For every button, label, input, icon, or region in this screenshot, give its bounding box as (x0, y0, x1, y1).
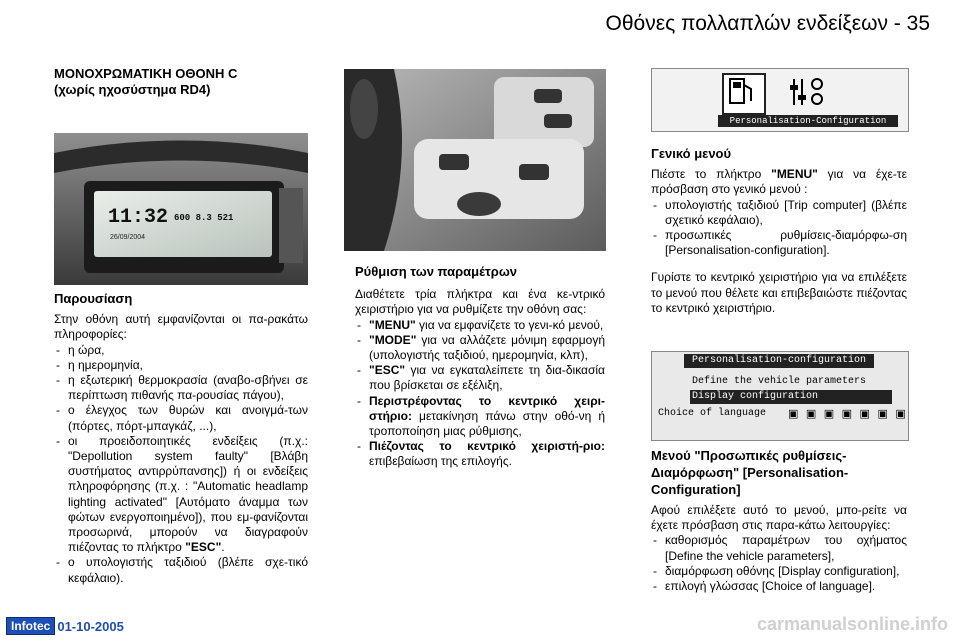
control-buttons-photo (344, 69, 606, 251)
list-item (355, 333, 605, 363)
settings-section (355, 264, 605, 470)
personalisation-screen (651, 351, 909, 441)
dashboard-display-image (54, 133, 308, 285)
page-header-title: Οθόνες πολλαπλών ενδείξεων - 35 (605, 12, 930, 35)
monochrome-display-photo (54, 133, 308, 285)
list-item: - επιλογή γλώσσας [Choice of language]. (651, 579, 907, 594)
list-item (355, 439, 605, 469)
personalisation-heading: Μενού "Προσωπικές ρυθμίσεις-Διαμόρφωση" [Personalisation-Configuration] (651, 448, 849, 497)
presentation-section (54, 291, 308, 586)
screen-option-define-vehicle: Define the vehicle parameters (692, 376, 867, 387)
general-menu-section (651, 146, 907, 316)
console-buttons-image (344, 69, 606, 251)
menu-key-label: "MENU" (771, 167, 818, 182)
info-list (54, 343, 308, 586)
list-item: - η ημερομηνία, (54, 358, 308, 373)
personalisation-intro: Αφού επιλέξετε αυτό το μενού, μπο-ρείτε να έχετε πρόσβαση στις παρα-κάτω λειτουργίες: (651, 503, 907, 533)
list-item: - ο υπολογιστής ταξιδιού (βλέπε σχε-τικό κεφάλαιο). (54, 555, 308, 585)
list-item-text: οι προειδοποιητικές ενδείξεις (π.χ.: "Depollution system faulty" [Βλάβη συστήματος αντιρρύπανσης]) ή οι ενδείξεις πληροφόρησης (π.χ. : "Automatic headlamp lighting activated" [Αυτόματο άναμμα των φώτων ενεργοποιημένο]), που εμ-φανίζονται προσωρινά, μπορούν να διαγραφούν πιέζοντας το πλήκτρο (68, 433, 308, 555)
settings-heading: Ρύθμιση των παραμέτρων (355, 264, 518, 279)
presentation-intro: Στην οθόνη αυτή εμφανίζονται οι πα-ρακάτω πληροφορίες: (54, 312, 308, 342)
infotec-logo: Infotec (6, 617, 55, 635)
rotate-knob-label: Περιστρέφοντας το κεντρικό χειρι-στήριο: (369, 393, 605, 423)
general-menu-list (651, 198, 907, 259)
settings-sliders-icon (786, 73, 828, 111)
list-item: - ο έλεγχος των θυρών και ανοιγμά-των (πόρτες, πόρτ-μπαγκάζ, ...), (54, 403, 308, 433)
list-item-text: για να εγκαταλείπετε τη δια-δικασία που βρίσκεται σε εξέλιξη, (369, 363, 605, 393)
press-knob-label: Πιέζοντας το κεντρικό χειριστή-ριο: (369, 439, 605, 454)
list-item: - διαμόρφωση οθόνης [Display configuration], (651, 564, 907, 579)
list-item (355, 394, 605, 440)
personalisation-configuration-bar: Personalisation-Configuration (718, 115, 898, 127)
list-item: - προσωπικές ρυθμίσεις-διαμόρφω-ση [Personalisation-configuration]. (651, 228, 907, 258)
flag-icons: ▣ ▣ ▣ ▣ ▣ ▣ ▣ (788, 407, 908, 420)
list-item: - η ώρα, (54, 343, 308, 358)
list-item: - η εξωτερική θερμοκρασία (αναβο-σβήνει σε περίπτωση πιθανής πα-ρουσίας πάγου), (54, 373, 308, 403)
fuel-pump-icon (722, 73, 766, 115)
footer-date: 01-10-2005 (57, 618, 124, 634)
general-menu-screen (651, 68, 909, 132)
list-item (54, 434, 308, 556)
list-item (355, 363, 605, 393)
intro-text: για να έχε-τε πρόσβαση στο γενικό μενού : (651, 167, 907, 197)
display-clock: 11:32 (108, 206, 169, 229)
screen-option-display-config: Display configuration (690, 390, 892, 404)
list-item (355, 318, 605, 333)
menu-key-label: "MENU" (369, 317, 416, 332)
display-trip-readout: 600 8.3 521 (174, 213, 234, 223)
list-item-text: μετακίνηση πάνω στην οθό-νη ή τροποποίηση μιας ρύθμισης, (369, 408, 605, 439)
watermark: carmanualsonline.info (756, 614, 948, 634)
list-item-text: επιβεβαίωση της επιλογής. (369, 454, 512, 469)
controls-list (355, 318, 605, 470)
list-item-suffix: . (221, 540, 225, 555)
mode-key-label: "MODE" (369, 332, 417, 347)
personalisation-section (651, 447, 907, 594)
screen-title-bar: Personalisation-configuration (684, 354, 874, 368)
intro-text: Πιέστε το πλήκτρο (651, 167, 772, 182)
general-menu-intro (651, 167, 907, 197)
section-title-line2: (χωρίς ηχοσύστημα RD4) (54, 82, 211, 97)
knob-instructions: Γυρίστε το κεντρικό χειριστήριο για να επιλέξετε το μενού που θέλετε και επιβεβαιώστε πιέζοντας το κεντρικό χειριστήριο. (651, 270, 907, 315)
presentation-heading: Παρουσίαση (54, 291, 133, 306)
list-item-text: για να αλλάζετε μόνιμη εφαρμογή (υπολογιστής ταξιδιού, ημερομηνία, κλπ), (369, 332, 605, 363)
settings-intro: Διαθέτετε τρία πλήκτρα και ένα κε-ντρικό χειριστήριο για να ρυθμίζετε την οθόνη σας: (355, 287, 605, 317)
left-column (54, 66, 308, 98)
list-item: - καθορισμός παραμέτρων του οχήματος [Define the vehicle parameters], (651, 533, 907, 563)
screen-option-language: Choice of language (658, 408, 767, 419)
display-date: 26/09/2004 (110, 234, 146, 241)
esc-key-label: "ESC" (185, 540, 222, 555)
general-menu-heading: Γενικό μενού (651, 146, 732, 161)
footer (6, 617, 124, 635)
list-item-text: για να εμφανίζετε το γενι-κό μενού, (415, 317, 604, 332)
section-title-line1: ΜΟΝΟΧΡΩΜΑΤΙΚΗ ΟΘΟΝΗ C (54, 66, 238, 81)
list-item: - υπολογιστής ταξιδιού [Trip computer] (βλέπε σχετικό κεφάλαιο), (651, 198, 907, 228)
esc-key-label: "ESC" (369, 363, 406, 378)
personalisation-list (651, 533, 907, 594)
